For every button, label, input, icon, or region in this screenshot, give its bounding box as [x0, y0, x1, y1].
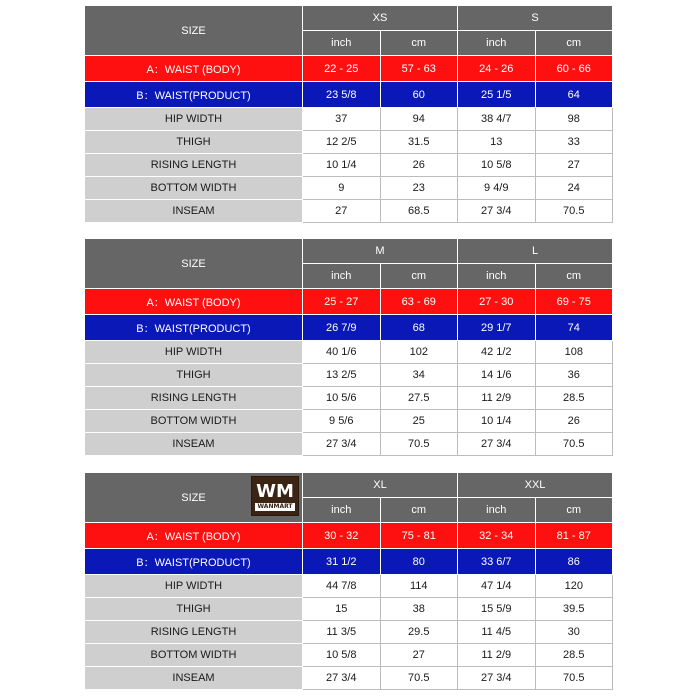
- value-cell: 23 5/8: [303, 82, 381, 108]
- value-cell: 42 1/2: [458, 341, 536, 364]
- value-cell: 44 7/8: [303, 575, 381, 598]
- row-label-hip-width: HIP WIDTH: [85, 341, 303, 364]
- value-cell: 27 3/4: [458, 667, 536, 690]
- table-row: [85, 598, 613, 621]
- value-cell: 36: [535, 364, 613, 387]
- table-row: [85, 289, 613, 315]
- value-cell: 38 4/7: [458, 108, 536, 131]
- value-cell: 120: [535, 575, 613, 598]
- size-header: SIZE: [85, 239, 303, 289]
- value-cell: 25 - 27: [303, 289, 381, 315]
- value-cell: 70.5: [380, 667, 458, 690]
- value-cell: 27: [535, 154, 613, 177]
- unit-header-inch: inch: [303, 264, 381, 289]
- value-cell: 27 3/4: [303, 433, 381, 456]
- value-cell: 23: [380, 177, 458, 200]
- size-name-header: M: [303, 239, 458, 264]
- table-row: [85, 644, 613, 667]
- value-cell: 10 1/4: [458, 410, 536, 433]
- value-cell: 10 5/8: [303, 644, 381, 667]
- table-row: [85, 433, 613, 456]
- row-label-waist-body: A：WAIST (BODY): [85, 56, 303, 82]
- value-cell: 28.5: [535, 644, 613, 667]
- value-cell: 30: [535, 621, 613, 644]
- size-header: [85, 473, 303, 523]
- table-row: [85, 523, 613, 549]
- row-label-waist-body: A：WAIST (BODY): [85, 523, 303, 549]
- value-cell: 10 5/8: [458, 154, 536, 177]
- wanmart-logo: [251, 476, 299, 516]
- table-row: [85, 621, 613, 644]
- row-label-waist-body: A：WAIST (BODY): [85, 289, 303, 315]
- value-cell: 27.5: [380, 387, 458, 410]
- value-cell: 33: [535, 131, 613, 154]
- value-cell: 60: [380, 82, 458, 108]
- size-header: SIZE: [85, 6, 303, 56]
- value-cell: 69 - 75: [535, 289, 613, 315]
- value-cell: 10 1/4: [303, 154, 381, 177]
- row-label-bottom-width: BOTTOM WIDTH: [85, 644, 303, 667]
- row-label-thigh: THIGH: [85, 364, 303, 387]
- table-row: [85, 200, 613, 223]
- table-row: [85, 667, 613, 690]
- value-cell: 68: [380, 315, 458, 341]
- row-label-thigh: THIGH: [85, 598, 303, 621]
- value-cell: 11 4/5: [458, 621, 536, 644]
- table-row: [85, 364, 613, 387]
- value-cell: 9: [303, 177, 381, 200]
- size-name-header: S: [458, 6, 613, 31]
- table-row: [85, 108, 613, 131]
- value-cell: 86: [535, 549, 613, 575]
- size-table-m-l: [84, 238, 613, 456]
- size-table-xl-xxl: [84, 472, 613, 690]
- row-label-bottom-width: BOTTOM WIDTH: [85, 410, 303, 433]
- size-name-header: L: [458, 239, 613, 264]
- value-cell: 74: [535, 315, 613, 341]
- row-label-hip-width: HIP WIDTH: [85, 575, 303, 598]
- row-label-rising-length: RISING LENGTH: [85, 621, 303, 644]
- table-row: [85, 82, 613, 108]
- value-cell: 81 - 87: [535, 523, 613, 549]
- value-cell: 28.5: [535, 387, 613, 410]
- value-cell: 40 1/6: [303, 341, 381, 364]
- unit-header-inch: inch: [458, 264, 536, 289]
- value-cell: 29.5: [380, 621, 458, 644]
- value-cell: 26: [535, 410, 613, 433]
- logo-wordmark: WANMART: [257, 502, 293, 510]
- value-cell: 11 2/9: [458, 644, 536, 667]
- value-cell: 13: [458, 131, 536, 154]
- value-cell: 14 1/6: [458, 364, 536, 387]
- value-cell: 27: [380, 644, 458, 667]
- row-label-waist-product: B：WAIST(PRODUCT): [85, 315, 303, 341]
- value-cell: 27 3/4: [458, 200, 536, 223]
- row-label-inseam: INSEAM: [85, 200, 303, 223]
- row-label-bottom-width: BOTTOM WIDTH: [85, 177, 303, 200]
- table-row: [85, 341, 613, 364]
- row-label-hip-width: HIP WIDTH: [85, 108, 303, 131]
- value-cell: 47 1/4: [458, 575, 536, 598]
- unit-header-inch: inch: [303, 31, 381, 56]
- value-cell: 108: [535, 341, 613, 364]
- value-cell: 27: [303, 200, 381, 223]
- row-label-rising-length: RISING LENGTH: [85, 387, 303, 410]
- unit-header-cm: cm: [380, 264, 458, 289]
- logo-mark: WM: [256, 480, 294, 502]
- value-cell: 29 1/7: [458, 315, 536, 341]
- value-cell: 32 - 34: [458, 523, 536, 549]
- value-cell: 63 - 69: [380, 289, 458, 315]
- size-table-xs-s: [84, 5, 613, 223]
- value-cell: 64: [535, 82, 613, 108]
- table-row: [85, 387, 613, 410]
- value-cell: 70.5: [535, 200, 613, 223]
- unit-header-inch: inch: [458, 498, 536, 523]
- unit-header-inch: inch: [303, 498, 381, 523]
- value-cell: 94: [380, 108, 458, 131]
- table-row: [85, 177, 613, 200]
- unit-header-cm: cm: [535, 264, 613, 289]
- row-label-inseam: INSEAM: [85, 433, 303, 456]
- unit-header-cm: cm: [380, 498, 458, 523]
- value-cell: 33 6/7: [458, 549, 536, 575]
- value-cell: 80: [380, 549, 458, 575]
- value-cell: 70.5: [535, 433, 613, 456]
- value-cell: 34: [380, 364, 458, 387]
- value-cell: 25: [380, 410, 458, 433]
- table-row: [85, 154, 613, 177]
- table-row: [85, 131, 613, 154]
- value-cell: 24: [535, 177, 613, 200]
- value-cell: 22 - 25: [303, 56, 381, 82]
- value-cell: 26: [380, 154, 458, 177]
- value-cell: 27 3/4: [303, 667, 381, 690]
- table-row: [85, 410, 613, 433]
- size-name-header: XXL: [458, 473, 613, 498]
- value-cell: 15 5/9: [458, 598, 536, 621]
- value-cell: 15: [303, 598, 381, 621]
- unit-header-cm: cm: [380, 31, 458, 56]
- unit-header-cm: cm: [535, 31, 613, 56]
- value-cell: 68.5: [380, 200, 458, 223]
- value-cell: 10 5/6: [303, 387, 381, 410]
- value-cell: 12 2/5: [303, 131, 381, 154]
- table-row: [85, 575, 613, 598]
- value-cell: 57 - 63: [380, 56, 458, 82]
- value-cell: 27 3/4: [458, 433, 536, 456]
- value-cell: 26 7/9: [303, 315, 381, 341]
- table-row: [85, 56, 613, 82]
- value-cell: 9 4/9: [458, 177, 536, 200]
- unit-header-inch: inch: [458, 31, 536, 56]
- row-label-rising-length: RISING LENGTH: [85, 154, 303, 177]
- value-cell: 39.5: [535, 598, 613, 621]
- value-cell: 9 5/6: [303, 410, 381, 433]
- value-cell: 31.5: [380, 131, 458, 154]
- value-cell: 70.5: [535, 667, 613, 690]
- row-label-thigh: THIGH: [85, 131, 303, 154]
- size-header-label: SIZE: [181, 491, 206, 504]
- value-cell: 38: [380, 598, 458, 621]
- value-cell: 102: [380, 341, 458, 364]
- value-cell: 98: [535, 108, 613, 131]
- row-label-waist-product: B：WAIST(PRODUCT): [85, 82, 303, 108]
- value-cell: 75 - 81: [380, 523, 458, 549]
- row-label-inseam: INSEAM: [85, 667, 303, 690]
- table-row: [85, 315, 613, 341]
- value-cell: 30 - 32: [303, 523, 381, 549]
- value-cell: 31 1/2: [303, 549, 381, 575]
- value-cell: 24 - 26: [458, 56, 536, 82]
- row-label-waist-product: B：WAIST(PRODUCT): [85, 549, 303, 575]
- value-cell: 11 2/9: [458, 387, 536, 410]
- size-name-header: XS: [303, 6, 458, 31]
- value-cell: 70.5: [380, 433, 458, 456]
- value-cell: 25 1/5: [458, 82, 536, 108]
- unit-header-cm: cm: [535, 498, 613, 523]
- value-cell: 13 2/5: [303, 364, 381, 387]
- table-row: [85, 549, 613, 575]
- value-cell: 114: [380, 575, 458, 598]
- value-cell: 60 - 66: [535, 56, 613, 82]
- value-cell: 11 3/5: [303, 621, 381, 644]
- value-cell: 37: [303, 108, 381, 131]
- value-cell: 27 - 30: [458, 289, 536, 315]
- size-name-header: XL: [303, 473, 458, 498]
